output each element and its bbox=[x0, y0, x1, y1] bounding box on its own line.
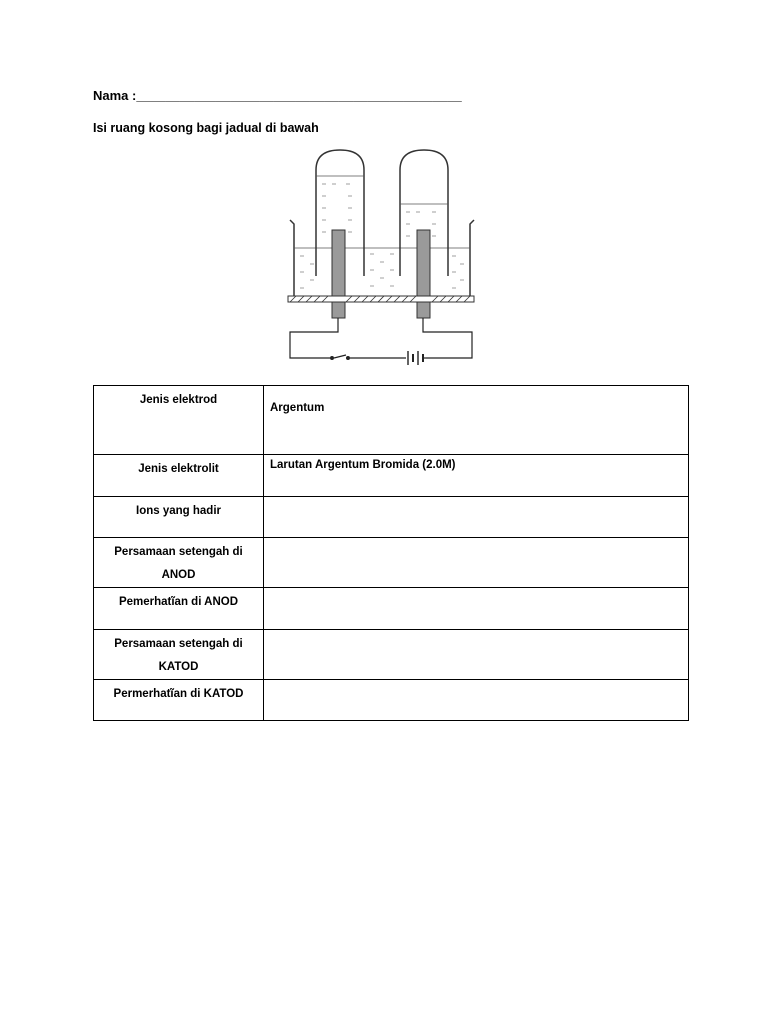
label-line: Pemerhatĩan di ANOD bbox=[118, 596, 239, 608]
label-line: Ions yang hadir bbox=[136, 504, 221, 517]
row-label bbox=[94, 588, 264, 630]
instruction-text: Isi ruang kosong bagi jadual di bawah bbox=[93, 121, 319, 135]
row-label bbox=[94, 455, 264, 497]
answer-cell[interactable] bbox=[264, 386, 689, 455]
table-row bbox=[94, 588, 689, 630]
label-line: Persamaan setengah di bbox=[114, 546, 243, 558]
row-label bbox=[94, 538, 264, 588]
table-row bbox=[94, 386, 689, 455]
label-line: Jenis elektrolit bbox=[138, 463, 219, 475]
name-field: Nama :_____________________________________________ bbox=[93, 88, 462, 103]
table-row bbox=[94, 455, 689, 497]
table-row bbox=[94, 496, 689, 538]
answer-cell[interactable] bbox=[264, 679, 689, 721]
answer-cell[interactable] bbox=[264, 629, 689, 679]
answer-cell[interactable] bbox=[264, 496, 689, 538]
label-line: Permerhatĩan di KATOD bbox=[113, 687, 244, 700]
table-row bbox=[94, 538, 689, 588]
table-row bbox=[94, 679, 689, 721]
electrolysis-apparatus-diagram bbox=[280, 148, 480, 368]
row-label bbox=[94, 679, 264, 721]
label-line: ANOD bbox=[161, 569, 196, 581]
electrode-value: Argentum bbox=[270, 402, 325, 414]
label-line: Jenis elektrod bbox=[139, 394, 218, 406]
table-row bbox=[94, 629, 689, 679]
electrolysis-table bbox=[93, 385, 689, 721]
electrolyte-value: Larutan Argentum Bromida (2.0M) bbox=[270, 459, 456, 471]
row-label bbox=[94, 629, 264, 679]
row-label bbox=[94, 386, 264, 455]
label-line: Persamaan setengah di bbox=[114, 637, 243, 650]
answer-cell[interactable] bbox=[264, 455, 689, 497]
row-label bbox=[94, 496, 264, 538]
answer-cell[interactable] bbox=[264, 538, 689, 588]
label-line: KATOD bbox=[158, 660, 199, 673]
answer-cell[interactable] bbox=[264, 588, 689, 630]
